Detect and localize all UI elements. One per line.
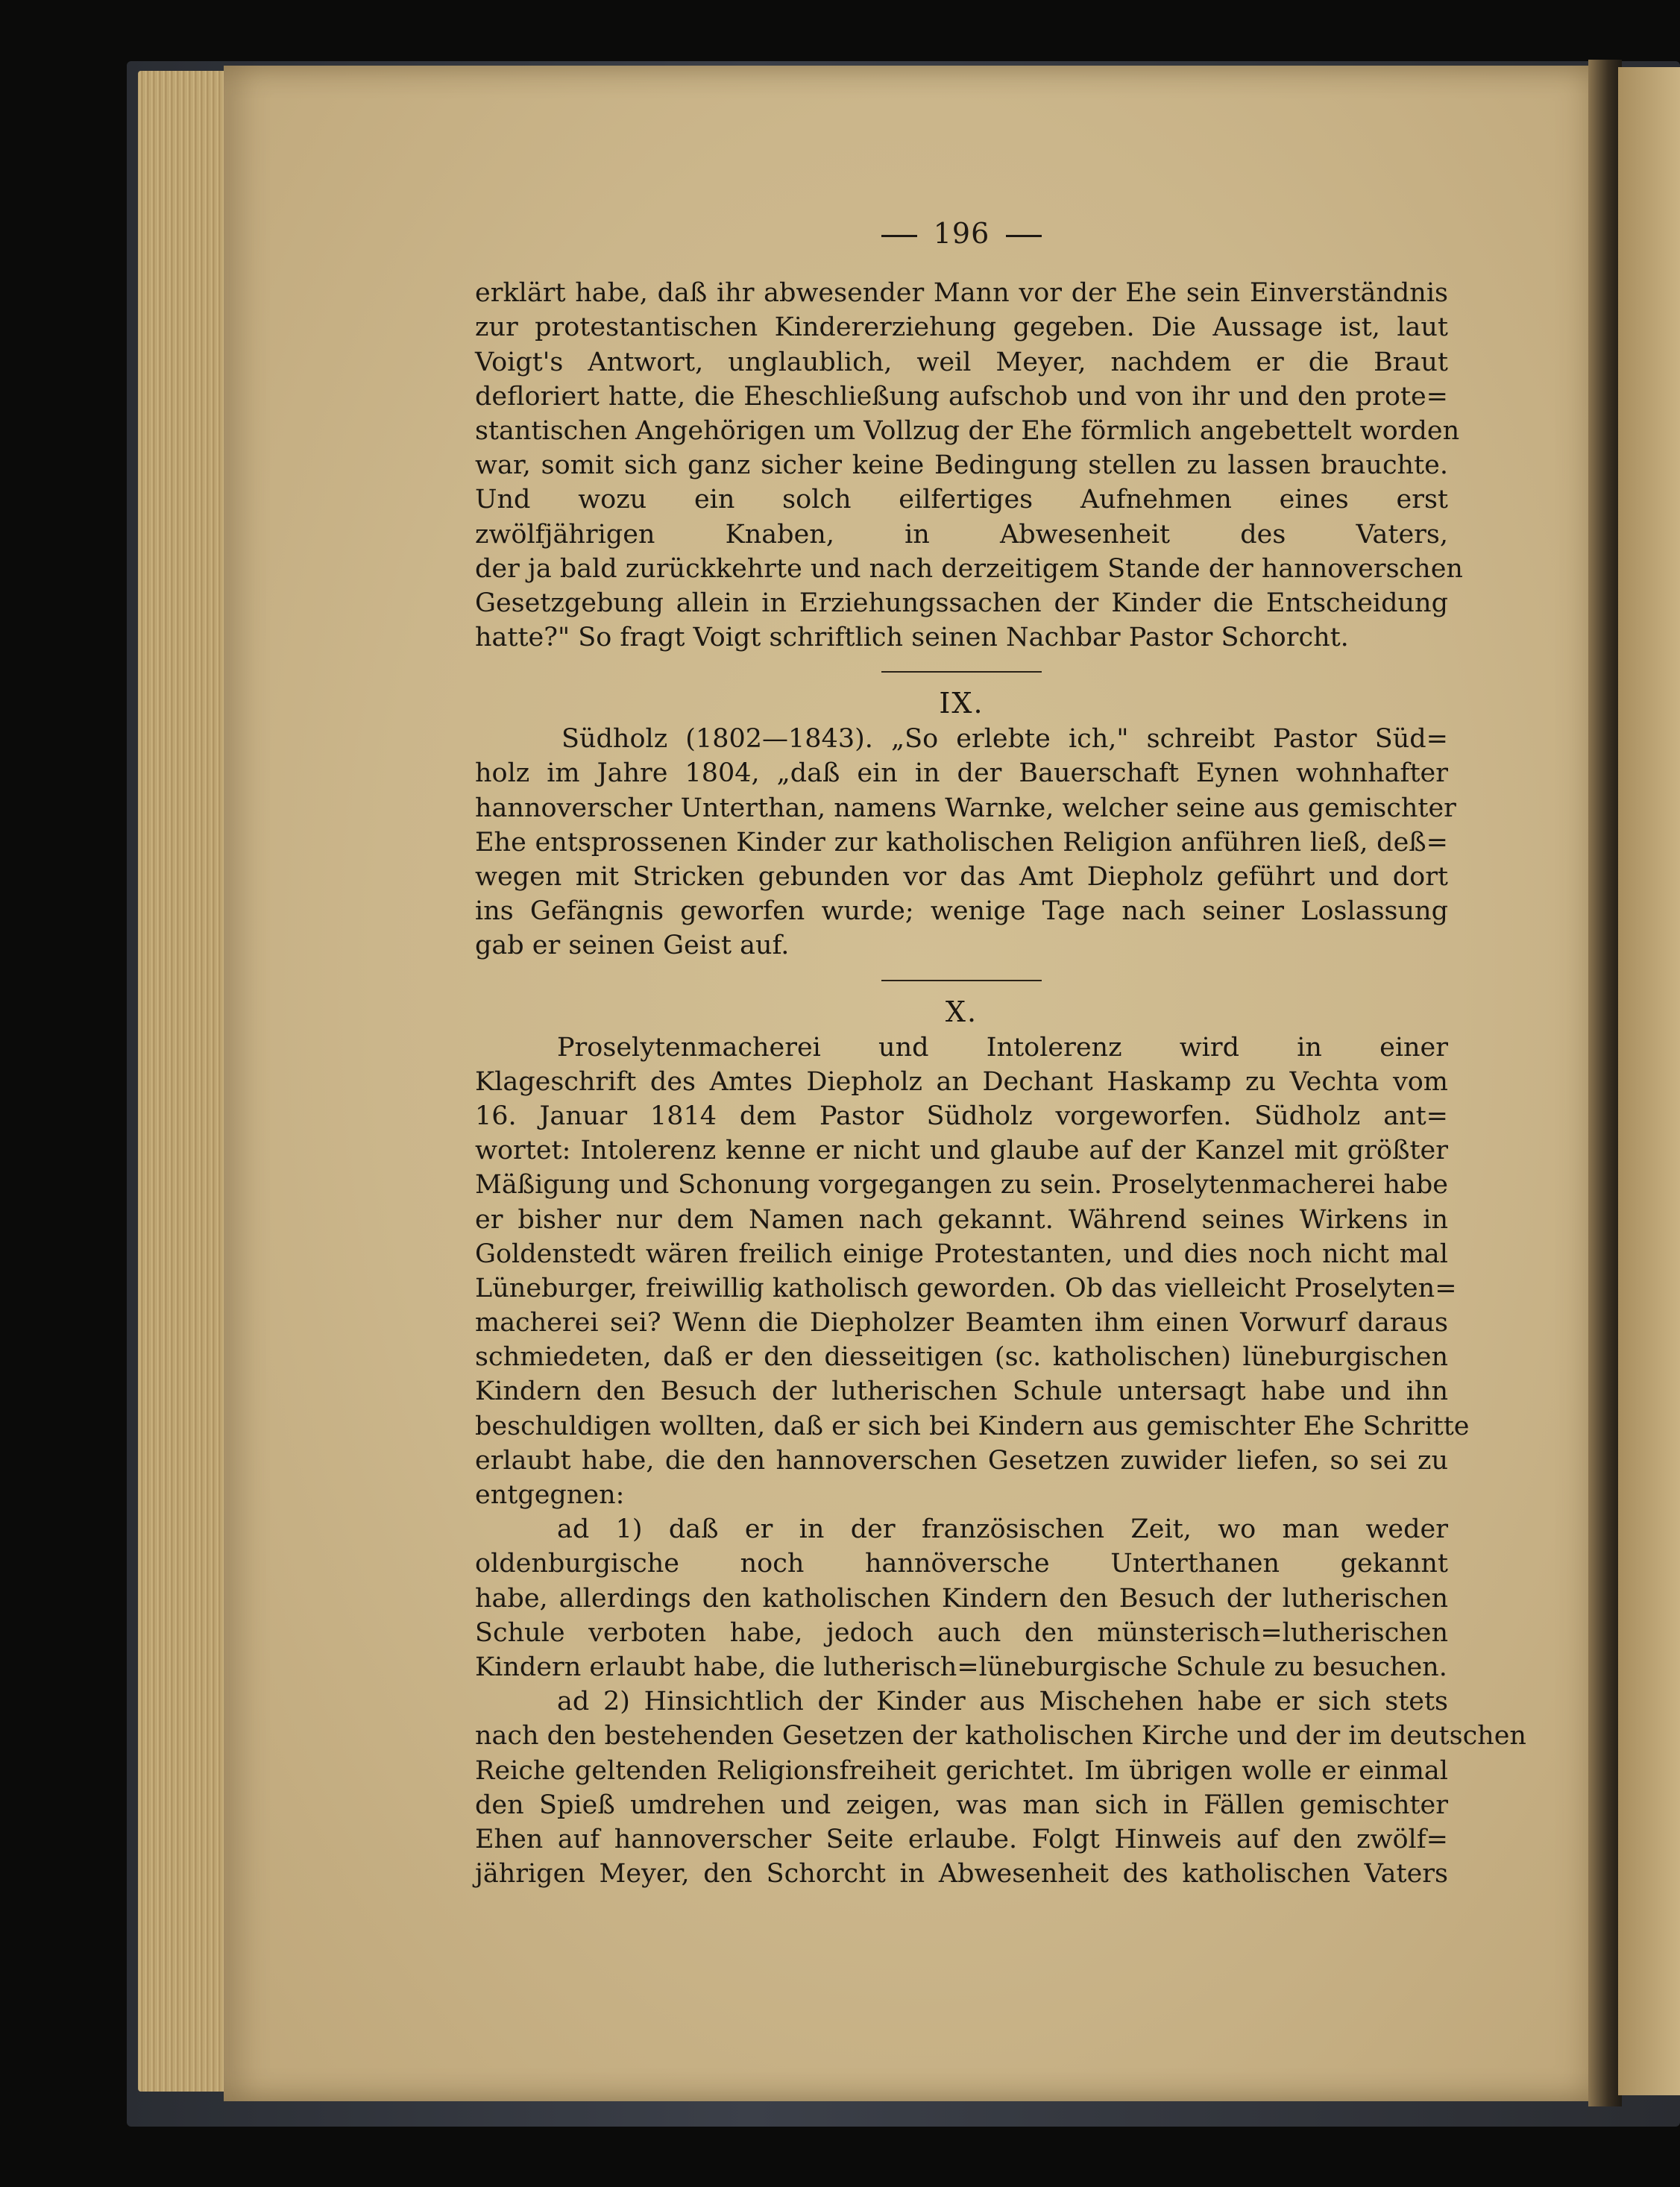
- text-line: hatte?" So fragt Voigt schriftlich seinen Nachbar Pastor Schorcht.: [475, 623, 1349, 653]
- text-line: habe, allerdings den katholischen Kindern den Besuch der lutherischen: [475, 1583, 1448, 1614]
- text-line: hannoverscher Unterthan, namens Warnke, welcher seine aus gemischter: [475, 793, 1456, 823]
- text-line: zwölfjährigen Knaben, in Abwesenheit des Vaters,: [475, 519, 1448, 550]
- text-line: Gesetzgebung allein in Erziehungssachen der Kinder die Entscheidung: [475, 588, 1448, 618]
- page-edges: [138, 71, 231, 2092]
- text-line: nach den bestehenden Gesetzen der katholischen Kirche und der im deutschen: [475, 1721, 1526, 1752]
- paragraph-continuation: [475, 276, 1463, 655]
- text-line: schmiedeten, daß er den diesseitigen (sc. katholischen) lüneburgischen: [475, 1342, 1448, 1373]
- page-number-dash-left: [881, 235, 917, 237]
- text-line: ins Gefängnis geworfen wurde; wenige Tage nach seiner Loslassung: [475, 896, 1448, 927]
- page-number-dash-right: [1006, 235, 1042, 237]
- text-line: Südholz (1802—1843). „So erlebte ich," schreibt Pastor Süd=: [561, 724, 1448, 755]
- text-line: Voigt's Antwort, unglaublich, weil Meyer, nachdem er die Braut: [475, 347, 1448, 377]
- page-text: [475, 216, 1526, 1891]
- text-line: 16. Januar 1814 dem Pastor Südholz vorgeworfen. Südholz ant=: [475, 1101, 1448, 1131]
- facing-page-edge: [1618, 67, 1680, 2095]
- page-number: [475, 216, 1448, 251]
- text-line: Mäßigung und Schonung vorgegangen zu sein. Proselytenmacherei habe: [475, 1170, 1448, 1201]
- text-line: wortet: Intolerenz kenne er nicht und glaube auf der Kanzel mit größter: [475, 1136, 1448, 1166]
- text-line: Ehen auf hannoverscher Seite erlaube. Folgt Hinweis auf den zwölf=: [475, 1824, 1448, 1854]
- section-divider: [881, 671, 1042, 673]
- section-divider: [881, 980, 1042, 981]
- text-line: jährigen Meyer, den Schorcht in Abwesenheit des katholischen Vaters: [475, 1859, 1448, 1889]
- text-line: entgegnen:: [475, 1480, 625, 1511]
- section-x-body: [475, 1030, 1526, 1892]
- text-line: macherei sei? Wenn die Diepholzer Beamten ihm einen Vorwurf daraus: [475, 1308, 1448, 1338]
- text-line: erlaubt habe, die den hannoverschen Gesetzen zuwider liefen, so sei zu: [475, 1445, 1448, 1476]
- text-line: ad 1) daß er in der französischen Zeit, wo man weder: [557, 1514, 1448, 1545]
- text-line: Und wozu ein solch eilfertiges Aufnehmen eines erst: [475, 485, 1448, 515]
- book-gutter: [1588, 60, 1622, 2106]
- text-line: Lüneburger, freiwillig katholisch geworden. Ob das vielleicht Proselyten=: [475, 1273, 1457, 1303]
- text-line: wegen mit Stricken gebunden vor das Amt Diepholz geführt und dort: [475, 862, 1448, 893]
- text-line: zur protestantischen Kindererziehung gegeben. Die Aussage ist, laut: [475, 312, 1448, 343]
- text-line: stantischen Angehörigen um Vollzug der Ehe förmlich angebettelt worden: [475, 415, 1460, 446]
- text-line: Klageschrift des Amtes Diepholz an Dechant Haskamp zu Vechta vom: [475, 1066, 1448, 1097]
- text-line: er bisher nur dem Namen nach gekannt. Während seines Wirkens in: [475, 1204, 1448, 1235]
- section-heading-ix: IX.: [939, 687, 984, 720]
- text-line: Kindern erlaubt habe, die lutherisch=lüneburgische Schule zu besuchen.: [475, 1652, 1447, 1682]
- text-line: Proselytenmacherei und Intolerenz wird in einer: [557, 1032, 1448, 1063]
- text-line: gab er seinen Geist auf.: [475, 931, 790, 961]
- text-line: defloriert hatte, die Eheschließung aufschob und von ihr und den prote=: [475, 381, 1448, 412]
- text-line: war, somit sich ganz sicher keine Bedingung stellen zu lassen brauchte.: [475, 450, 1448, 481]
- text-line: oldenburgische noch hannöversche Unterthanen gekannt: [475, 1549, 1448, 1579]
- page-number-value: 196: [933, 217, 990, 250]
- text-line: holz im Jahre 1804, „daß ein in der Bauerschaft Eynen wohnhafter: [475, 758, 1448, 789]
- section-heading-x: X.: [945, 995, 978, 1028]
- text-line: Schule verboten habe, jedoch auch den münsterisch=lutherischen: [475, 1617, 1448, 1648]
- text-line: Kindern den Besuch der lutherischen Schule untersagt habe und ihn: [475, 1376, 1448, 1407]
- text-line: Goldenstedt wären freilich einige Protestanten, und dies noch nicht mal: [475, 1239, 1448, 1269]
- text-line: Reiche geltenden Religionsfreiheit gerichtet. Im übrigen wolle er einmal: [475, 1755, 1448, 1786]
- text-line: der ja bald zurückkehrte und nach derzeitigem Stande der hannoverschen: [475, 553, 1463, 584]
- text-line: den Spieß umdrehen und zeigen, was man sich in Fällen gemischter: [475, 1790, 1448, 1820]
- text-line: Ehe entsprossenen Kinder zur katholischen Religion anführen ließ, deß=: [475, 827, 1448, 858]
- text-line: erklärt habe, daß ihr abwesender Mann vor der Ehe sein Einverständnis: [475, 278, 1448, 309]
- text-line: ad 2) Hinsichtlich der Kinder aus Mischehen habe er sich stets: [557, 1687, 1448, 1717]
- text-line: beschuldigen wollten, daß er sich bei Kindern aus gemischter Ehe Schritte: [475, 1411, 1470, 1441]
- section-ix-body: [475, 722, 1456, 963]
